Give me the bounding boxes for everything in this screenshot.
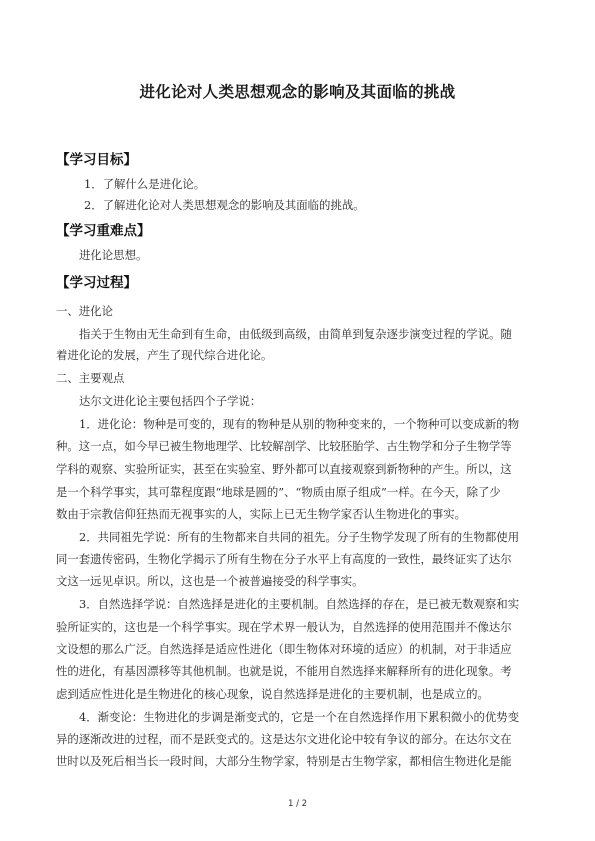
paragraph-line: 世时以及死后相当长一段时间，大部分生物学家，特别是古生物学家，都相信生物进化是能	[56, 754, 512, 768]
section-heading-key-points: 【学习重难点】	[56, 223, 151, 239]
section-heading-goals: 【学习目标】	[56, 152, 137, 168]
document-title: 进化论对人类思想观念的影响及其面临的挑战	[139, 83, 456, 101]
paragraph-line: 1．进化论：物种是可变的，现有的物种是从别的物种变来的，一个物种可以变成新的物	[79, 417, 520, 431]
paragraph-line: 学科的观察、实验所证实，甚至在实验室、野外都可以直接观察到新物种的产生。所以，这	[56, 462, 512, 476]
key-point-text: 进化论思想。	[79, 248, 148, 262]
paragraph-line: 同一套遗传密码，生物化学揭示了所有生物在分子水平上有高度的一致性，最终证实了达尔	[56, 552, 512, 566]
paragraph-line: 文这一远见卓识。所以，这也是一个被普遍接受的科学事实。	[56, 574, 364, 588]
paragraph-line: 4．渐变论：生物进化的步调是渐变式的，它是一个在自然选择作用下累积微小的优势变	[79, 710, 520, 724]
paragraph-line: 文设想的那么广泛。自然选择是适应性进化（即生物体对环境的适应）的机制，对于非适应	[56, 642, 512, 656]
goal-item: 2．了解进化论对人类思想观念的影响及其面临的挑战。	[84, 198, 365, 212]
paragraph-line: 种。这一点，如今早已被生物地理学、比较解剖学、比较胚胎学、古生物学和分子生物学等	[56, 439, 512, 453]
paragraph-line: 性的进化，有基因漂移等其他机制。也就是说，不能用自然选择来解释所有的进化现象。考	[56, 664, 512, 678]
paragraph-line: 异的逐渐改进的过程，而不是跃变式的。这是达尔文进化论中较有争议的部分。在达尔文在	[56, 732, 512, 746]
paragraph-line: 着进化论的发展，产生了现代综合进化论。	[56, 348, 273, 362]
paragraph-line: 数由于宗教信仰狂热而无视事实的人，实际上已无生物学家否认生物进化的事实。	[56, 507, 467, 521]
paragraph-line: 2．共同祖先学说：所有的生物都来自共同的祖先。分子生物学发现了所有的生物都使用	[79, 530, 520, 544]
subheading-evolution: 一、进化论	[56, 304, 113, 318]
paragraph-line: 指关于生物由无生命到有生命，由低级到高级，由简单到复杂逐步演变过程的学说。随	[79, 327, 512, 341]
paragraph-line: 虑到适应性进化是生物进化的核心现象，说自然选择是进化的主要机制，也是成立的。	[56, 687, 489, 701]
paragraph-line: 是一个科学事实，其可靠程度跟“地球是圆的”、“物质由原子组成”一样。在今天，除了少	[56, 485, 501, 499]
paragraph-line: 3．自然选择学说：自然选择是进化的主要机制。自然选择的存在，是已被无数观察和实	[79, 597, 520, 611]
section-heading-process: 【学习过程】	[56, 275, 137, 291]
paragraph-line: 达尔文进化论主要包括四个子学说：	[79, 394, 262, 408]
page-number: 1 / 2	[287, 799, 308, 809]
subheading-main-views: 二、主要观点	[56, 371, 125, 385]
goal-item: 1．了解什么是进化论。	[84, 177, 206, 191]
paragraph-line: 验所证实的，这也是一个科学事实。现在学术界一般认为，自然选择的使用范围并不像达尔	[56, 620, 512, 634]
